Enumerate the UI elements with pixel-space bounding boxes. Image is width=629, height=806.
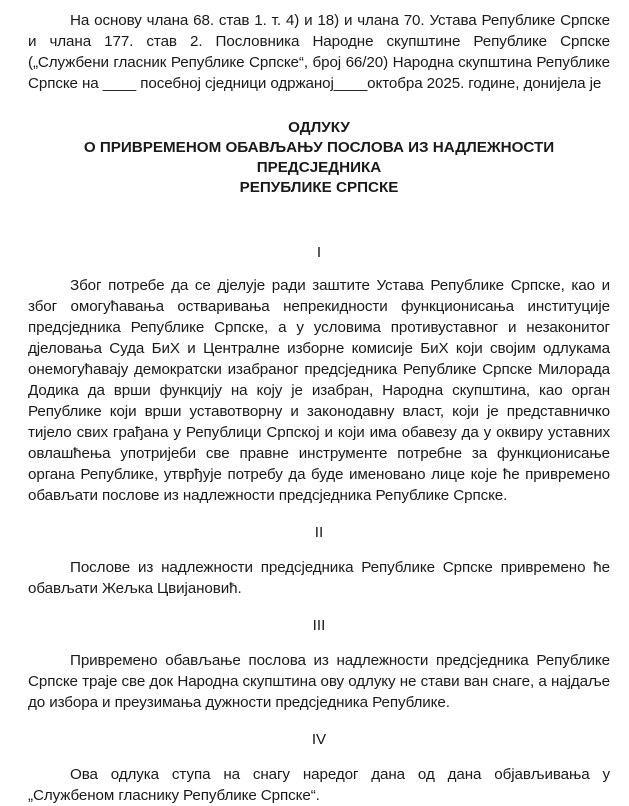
decision-title: [28, 118, 610, 198]
section-text-1: Због потребе да се дјелује ради заштите Устава Републике Српске, као и због омогућавања остваривања непрекидности функционисања институције предсједника Републике Српске, а у условима противуставног и незаконитог дјеловања Суда БиХ и Централне изборне комисије БиХ који својим одлукама онемогућавају демократски изабраног предсједника Републике Српске Милорада Додика да врши функцију на коју је изабран, Народна скупштина, као орган Републике који врши уставотворну и законодавну власт, који је представничко тијело свих грађана у Републици Српској и који има обавезу да у оквиру уставних овлашћења употријеби све правне инструменте потребне за функционисање органа Републике, утврђује потребу да буде именовано лице које ће привремено обављати послове из надлежности предсједника Републике Српске.: [28, 277, 610, 504]
section-text-3: Привремено обављање послова из надлежности предсједника Републике Српске траје све док Народна скупштина ову одлуку не стави ван снаге, а најдаље до избора и преузимања дужности предсједника Републике.: [28, 652, 610, 711]
document-page: [28, 10, 610, 806]
section-text-4: Ова одлука ступа на снагу наредог дана од дана објављивања у „Службеном гласнику Републике Српске“.: [28, 766, 610, 804]
title-line-1: ОДЛУКУ: [288, 119, 350, 136]
section-number-4: IV: [311, 731, 327, 748]
preamble-paragraph: На основу члана 68. став 1. т. 4) и 18) и члана 70. Устава Републике Српске и члана 177. став 2. Пословника Народне скупштине Републике Српске („Службени гласник Републике Српске“, број 66/20) Народна скупштина Републике Српске на ____ посебној сједници одржаној____октобра 2025. године, донијела је: [28, 12, 610, 92]
section-number-2: II: [314, 524, 324, 541]
section-text-2: Послове из надлежности предсједника Републике Српске привремено ће обављати Жељка Цвијановић.: [28, 559, 610, 597]
title-line-2: О ПРИВРЕМЕНОМ ОБАВЉАЊУ ПОСЛОВА ИЗ НАДЛЕЖНОСТИ ПРЕДСЈЕДНИКА: [83, 139, 555, 176]
section-number-1: I: [316, 244, 322, 261]
section-number-3: III: [312, 617, 326, 634]
title-line-3: РЕПУБЛИКЕ СРПСКЕ: [239, 179, 399, 196]
